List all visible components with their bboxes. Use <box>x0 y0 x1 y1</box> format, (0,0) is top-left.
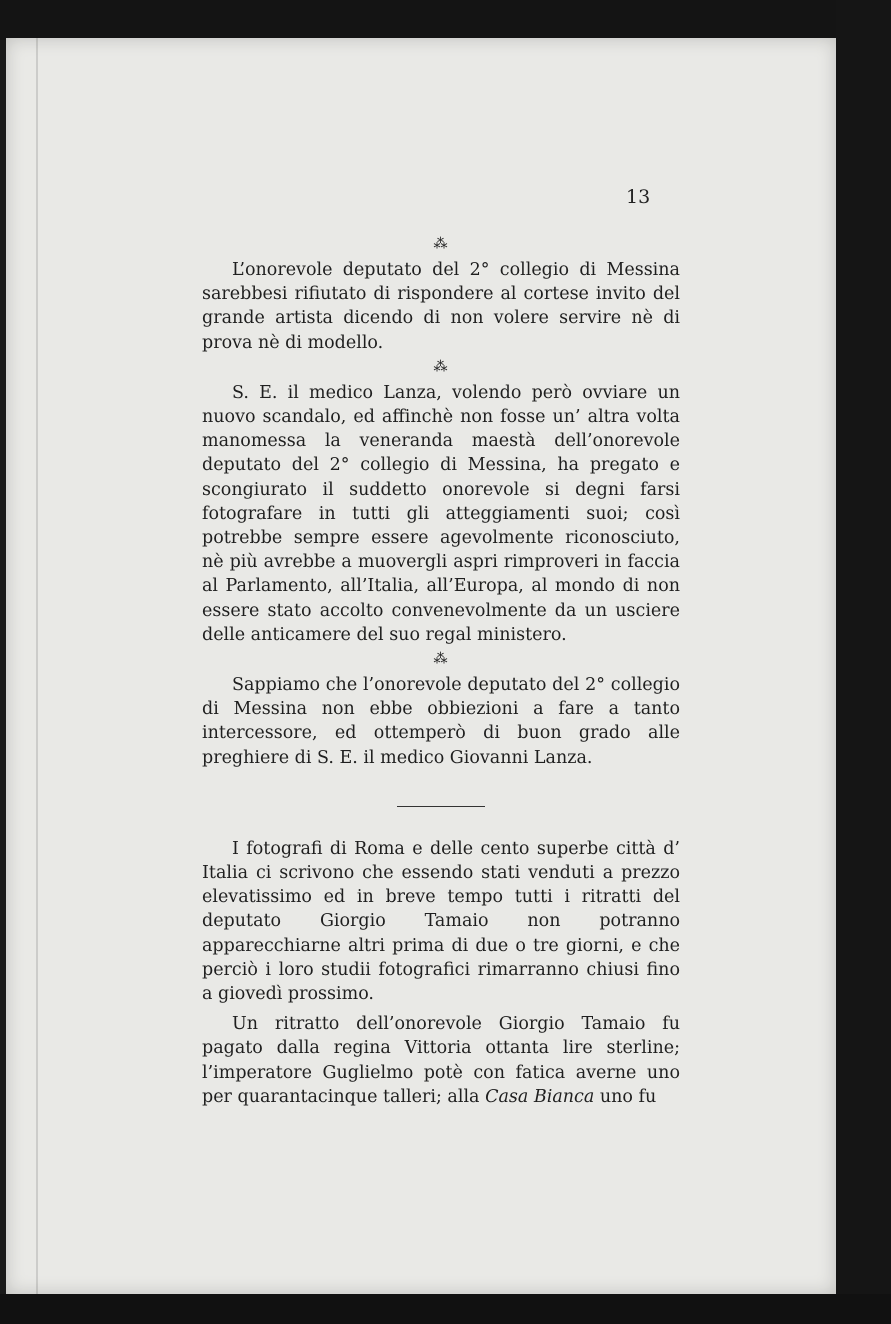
scan-border-right <box>836 0 891 1324</box>
paragraph-1: L’onorevole deputato del 2° collegio di Messina sarebbesi rifiutato di rispondere al cortese invito del grande artista dicendo di non volere servire nè di prova nè di modello. <box>202 260 680 353</box>
scan-border-bottom <box>0 1294 891 1324</box>
section-mark-3: ⁂ <box>433 651 449 668</box>
page-fold-line <box>36 38 38 1294</box>
paragraph-5-italic: Casa Bianca <box>485 1086 595 1107</box>
paragraph-5-text-end: uno fu <box>594 1086 657 1107</box>
section-divider <box>397 806 485 807</box>
section-mark-2: ⁂ <box>433 358 449 375</box>
section-mark-1: ⁂ <box>433 236 449 252</box>
paragraph-3: Sappiamo che l’onorevole deputato del 2° collegio di Messina non ebbe obbiezioni a fare a tanto intercessore, ed ottemperò di buon grado alle preghiere di S. E. il medico Giovanni Lanza. <box>202 675 680 768</box>
paragraph-2: S. E. il medico Lanza, volendo però ovviare un nuovo scandalo, ed affinchè non fosse un’ altra volta manomessa la veneranda maestà dell’onorevole deputato del 2° collegio di Messina, ha pregato e scongiurato il suddetto onorevole si degni farsi fotografare in tutti gli atteggiamenti suoi; così potrebbe sempre essere agevolmente riconosciuto, nè più avrebbe a muovergli aspri rimproveri in faccia al Parlamento, all’Italia, all’Europa, al mondo di non essere stato accolto convenevolmente da un usciere delle anticamere del suo regal ministero. <box>202 382 680 645</box>
page-text <box>202 236 680 1109</box>
scan-border-top <box>0 0 891 40</box>
page-number: 13 <box>626 186 651 208</box>
paragraph-4: I fotografi di Roma e delle cento superbe città d’ Italia ci scrivono che essendo stati venduti a prezzo elevatissimo ed in breve tempo tutti i ritratti del deputato Giorgio Tamaio non potranno apparecchiarne altri prima di due o tre giorni, e che perciò i loro studii fotografici rimarranno chiusi fino a giovedì prossimo. <box>202 838 680 1005</box>
book-page <box>6 38 836 1294</box>
paragraph-5 <box>202 1012 680 1109</box>
paragraph-5-text-start: Un ritratto dell’onorevole Giorgio Tamaio fu pagato dalla regina Vittoria ottanta lire sterline; l’imperatore Guglielmo potè con fatica averne uno per quarantacinque talleri; alla <box>202 1014 680 1107</box>
